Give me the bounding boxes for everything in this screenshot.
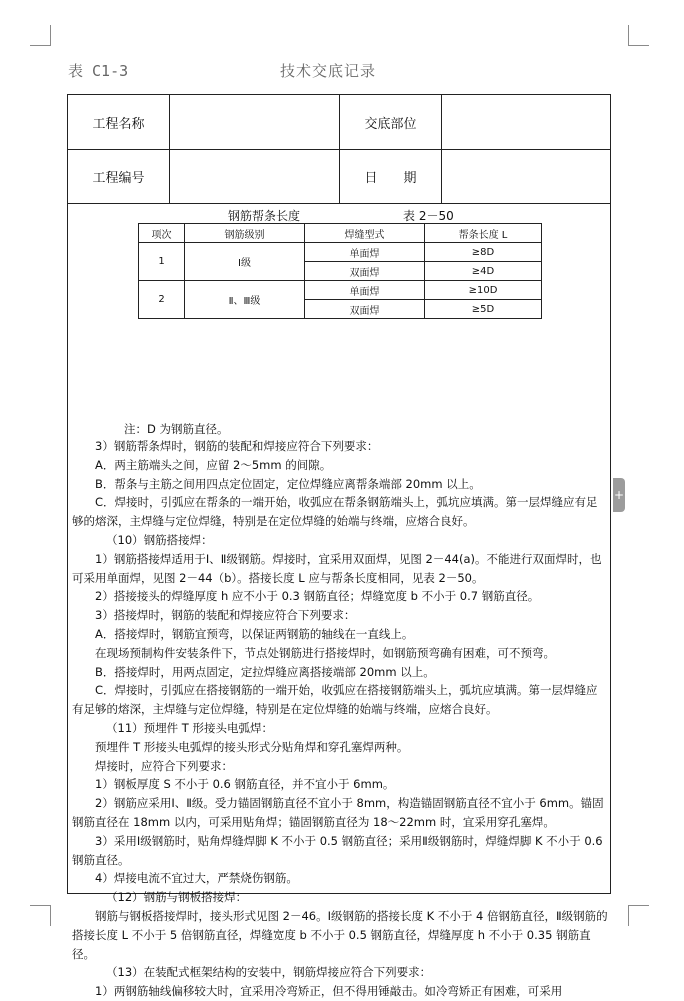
project-no-field[interactable] <box>170 149 340 203</box>
paragraph: A．两主筋端头之间，应留 2～5mm 的间隙。 <box>95 457 332 472</box>
crop-mark-top-left <box>30 25 51 46</box>
paragraph: C．焊接时，引弧应在搭接钢筋的一端开始，收弧应在搭接钢筋端头上，弧坑应填满。第一层焊缝应有足够的熔深，主焊缝与定位焊缝，特别是在定位焊缝的始端与终端，应熔合良好。 <box>72 683 598 717</box>
paragraph: B．搭接焊时，用两点固定，定拉焊缝应离搭接端部 20mm 以上。 <box>95 664 435 679</box>
rebar-length-table <box>138 223 542 319</box>
paragraph: 3）钢筋帮条焊时，钢筋的装配和焊接应符合下列要求： <box>95 439 379 453</box>
paragraph: 2）钢筋应采用Ⅰ、Ⅱ级。受力锚固钢筋直径不宜小于 8mm，构造锚固钢筋直径不宜小于 6mm。锚固钢筋直径在 18mm 以内，可采用贴角焊；锚固钢筋直径为 18～22mm 时，宜采用穿孔塞焊。 <box>72 796 604 829</box>
date-label: 日 期 <box>340 149 442 203</box>
paragraph: 在现场预制构件安装条件下，节点处钢筋进行搭接焊时，如钢筋预弯确有困难，可不预弯。 <box>95 645 555 660</box>
paragraph: 焊接时，应符合下列要求： <box>95 758 233 773</box>
table-caption: 钢筋帮条长度 <box>228 209 301 223</box>
table-note: 注：D 为钢筋直径。 <box>124 422 229 436</box>
table-cell: 2 <box>139 281 185 319</box>
table-cell: 单面焊 <box>305 281 425 300</box>
paragraph: 1）两钢筋轴线偏移较大时，宜采用冷弯矫正，但不得用锤敲击。如冷弯矫正有困难，可采用 <box>95 984 563 999</box>
side-expand-tab[interactable] <box>613 478 625 512</box>
paragraph: 钢筋与钢板搭接焊时，接头形式见图 2－46。Ⅰ级钢筋的搭接长度 K 不小于 4 倍钢筋直径，Ⅱ级钢筋的搭接长度 L 不小于 5 倍钢筋直径，焊缝宽度 b 不小于 0.5 钢筋直径，焊缝厚度 h 不小于 0.35 钢筋直径。 <box>72 908 608 961</box>
section-heading: （12）钢筋与钢板搭接焊： <box>106 890 248 905</box>
paragraph: C．焊接时，引弧应在帮条的一端开始，收弧应在帮条钢筋端头上，弧坑应填满。第一层焊缝应有足够的熔深，主焊缝与定位焊缝，特别是在定位焊缝的始端与终端，应熔合良好。 <box>72 495 598 529</box>
section-heading: （13）在装配式框架结构的安装中，钢筋焊接应符合下列要求： <box>106 965 432 980</box>
paragraph: 1）钢筋搭接焊适用于Ⅰ、Ⅱ级钢筋。焊接时，宜采用双面焊，见图 2－44(a)。不能进行双面焊时，也可采用单面焊，见图 2－44（b）。搭接长度 L 应与帮条长度相同，见表 2－50。 <box>72 551 602 585</box>
paragraph: 2）搭接接头的焊缝厚度 h 应不小于 0.3 钢筋直径；焊缝宽度 b 不小于 0.7 钢筋直径。 <box>95 589 540 604</box>
section-heading: （10）钢筋搭接焊： <box>106 532 213 547</box>
column-header: 项次 <box>139 224 185 243</box>
paragraph: A．搭接焊时，钢筋宜预弯，以保证两钢筋的轴线在一直线上。 <box>95 626 414 641</box>
header-row-2 <box>68 149 610 204</box>
section-heading: （11）预埋件 T 形接头电弧焊： <box>106 720 273 735</box>
table-cell: 单面焊 <box>305 243 425 262</box>
body-text <box>72 437 608 1001</box>
plus-icon: + <box>613 488 625 502</box>
table-cell: ≥8D <box>425 243 542 262</box>
paragraph: 4）焊接电流不宜过大，严禁烧伤钢筋。 <box>95 871 298 886</box>
project-name-field[interactable] <box>170 95 340 149</box>
table-cell: 双面焊 <box>305 262 425 281</box>
table-cell: 双面焊 <box>305 300 425 319</box>
page-title: 技术交底记录 <box>280 62 377 80</box>
table-row <box>139 243 542 262</box>
crop-mark-bottom-left <box>30 905 51 926</box>
table-cell: 1 <box>139 243 185 281</box>
dept-field[interactable] <box>442 95 612 149</box>
content-area <box>68 203 610 999</box>
table-cell: Ⅱ、Ⅲ级 <box>185 281 305 319</box>
table-cell: Ⅰ级 <box>185 243 305 281</box>
header-row-1 <box>68 95 610 150</box>
paragraph: 1）钢板厚度 S 不小于 0.6 钢筋直径，并不宜小于 6mm。 <box>95 777 395 792</box>
crop-mark-top-right <box>628 25 649 46</box>
paragraph: 3）采用Ⅰ级钢筋时，贴角焊缝焊脚 K 不小于 0.5 钢筋直径；采用Ⅱ级钢筋时，焊缝焊脚 K 不小于 0.6 钢筋直径。 <box>72 833 603 867</box>
table-cell: ≥5D <box>425 300 542 319</box>
project-no-label: 工程编号 <box>68 149 170 203</box>
project-name-label: 工程名称 <box>68 95 170 149</box>
form-code: 表 C1-3 <box>68 62 129 80</box>
date-field[interactable] <box>442 149 612 203</box>
paragraph: 3）搭接焊时，钢筋的装配和焊接应符合下列要求： <box>95 608 356 623</box>
dept-label: 交底部位 <box>340 95 442 149</box>
column-header: 焊缝型式 <box>305 224 425 243</box>
column-header: 钢筋级别 <box>185 224 305 243</box>
record-sheet <box>67 94 611 999</box>
crop-mark-bottom-right <box>628 905 649 926</box>
table-number: 表 2－50 <box>403 209 454 223</box>
table-row <box>139 281 542 300</box>
paragraph: 预埋件 T 形接头电弧焊的接头形式分贴角焊和穿孔塞焊两种。 <box>95 739 409 754</box>
table-cell: ≥4D <box>425 262 542 281</box>
paragraph: B．帮条与主筋之间用四点定位固定，定位焊缝应离帮条端部 20mm 以上。 <box>95 476 481 491</box>
column-header: 帮条长度 L <box>425 224 542 243</box>
table-cell: ≥10D <box>425 281 542 300</box>
table-header-row <box>139 224 542 243</box>
